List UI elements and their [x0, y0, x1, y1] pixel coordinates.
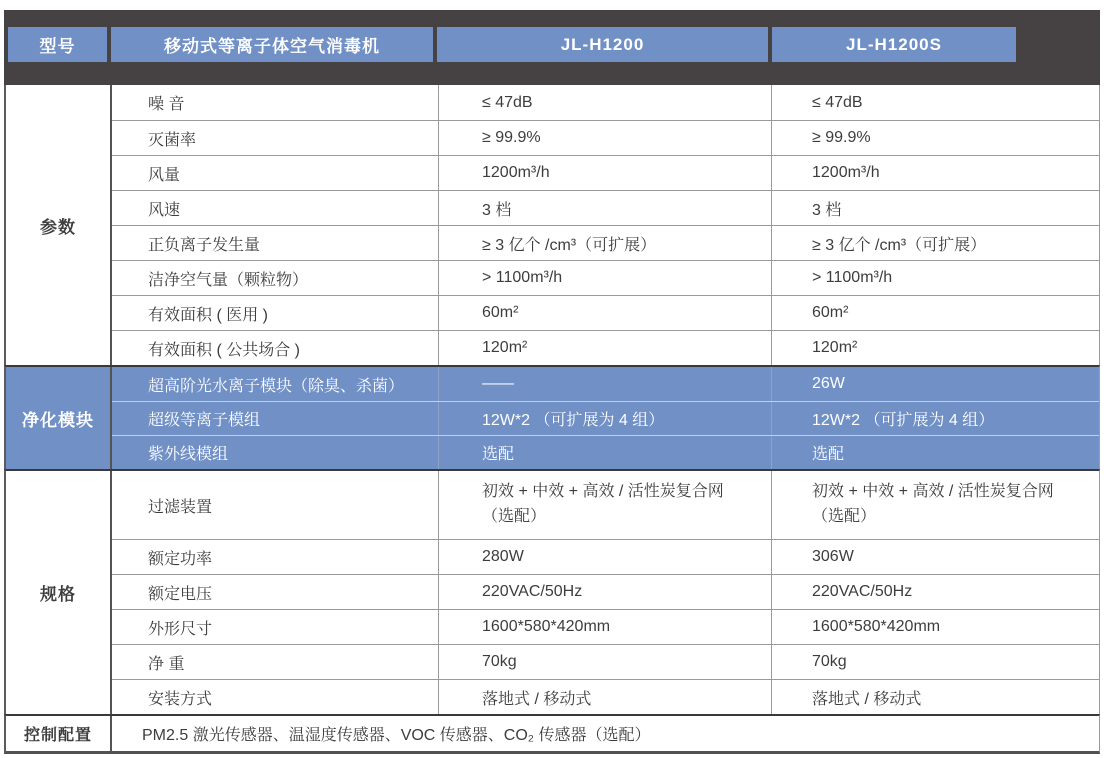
- value-model-a: ≤ 47dB: [439, 85, 772, 120]
- section-params: [4, 85, 1100, 365]
- header-model-a: JL-H1200: [437, 27, 768, 62]
- value-model-b: 3 档: [812, 201, 842, 219]
- section-title-specs: 规格: [6, 471, 112, 714]
- value-model-b: 306W: [812, 548, 854, 565]
- table-row: [112, 644, 1099, 679]
- row-label: 风量: [112, 156, 439, 190]
- row-label: 有效面积 ( 医用 ): [112, 296, 439, 330]
- value-model-b: 220VAC/50Hz: [812, 583, 913, 600]
- value-model-a: 120m²: [439, 331, 772, 365]
- value-model-a: > 1100m³/h: [439, 261, 772, 295]
- row-label: 风速: [112, 191, 439, 225]
- value-model-a: 70kg: [439, 645, 772, 679]
- table-row: [112, 574, 1099, 609]
- header-model-label: 型号: [8, 27, 107, 62]
- value-model-a: 12W*2 （可扩展为 4 组）: [439, 402, 772, 435]
- row-label: 洁净空气量（颗粒物）: [112, 261, 439, 295]
- table-header: [4, 10, 1100, 85]
- table-row: [112, 679, 1099, 714]
- row-label: 正负离子发生量: [112, 226, 439, 260]
- value-model-b: ≥ 3 亿个 /cm³（可扩展）: [812, 236, 987, 254]
- table-row: [112, 260, 1099, 295]
- row-label: 过滤装置: [112, 471, 439, 539]
- control-config-value: PM2.5 激光传感器、温湿度传感器、VOC 传感器、CO₂ 传感器（选配）: [142, 727, 651, 744]
- modules-rows: [112, 367, 1099, 469]
- value-model-a: 1200m³/h: [439, 156, 772, 190]
- section-control: [4, 714, 1100, 754]
- table-row: [112, 401, 1099, 435]
- value-model-a: ≥ 99.9%: [439, 121, 772, 155]
- section-title-modules: 净化模块: [6, 367, 112, 469]
- table-row: [112, 435, 1099, 469]
- table-row: [112, 539, 1099, 574]
- section-specs: [4, 469, 1100, 714]
- value-model-a: 选配: [439, 436, 772, 469]
- value-model-b: 120m²: [812, 339, 858, 356]
- row-label: 超高阶光水离子模块（除臭、杀菌）: [112, 367, 439, 401]
- table-row: [112, 330, 1099, 365]
- value-model-b: 落地式 / 移动式: [812, 690, 922, 708]
- table-row: [112, 367, 1099, 401]
- value-model-a: 280W: [439, 540, 772, 574]
- table-row: [112, 85, 1099, 120]
- table-row: [112, 120, 1099, 155]
- table-row: [112, 609, 1099, 644]
- row-label: 安装方式: [112, 680, 439, 714]
- value-model-a: 1600*580*420mm: [439, 610, 772, 644]
- value-model-a: 3 档: [439, 191, 772, 225]
- value-model-b: 12W*2 （可扩展为 4 组）: [812, 412, 995, 429]
- value-model-b: 60m²: [812, 304, 849, 321]
- params-rows: [112, 85, 1099, 365]
- table-row: [112, 190, 1099, 225]
- specs-rows: [112, 471, 1099, 714]
- header-model-b: JL-H1200S: [772, 27, 1016, 62]
- row-label: 紫外线模组: [112, 436, 439, 469]
- value-model-b: 70kg: [812, 653, 847, 670]
- value-model-a: ——: [439, 367, 772, 401]
- value-model-b: 选配: [812, 446, 845, 463]
- table-row: [112, 295, 1099, 330]
- value-model-a: 220VAC/50Hz: [439, 575, 772, 609]
- value-model-a: ≥ 3 亿个 /cm³（可扩展）: [439, 226, 772, 260]
- row-label: 外形尺寸: [112, 610, 439, 644]
- table-row: [112, 471, 1099, 539]
- row-label: 超级等离子模组: [112, 402, 439, 435]
- section-title-params: 参数: [6, 85, 112, 365]
- value-model-a: 初效 + 中效 + 高效 / 活性炭复合网（选配）: [439, 471, 772, 539]
- row-label: 灭菌率: [112, 121, 439, 155]
- value-model-b: 1600*580*420mm: [812, 618, 941, 635]
- value-model-a: 60m²: [439, 296, 772, 330]
- table-row: [112, 155, 1099, 190]
- value-model-b: 26W: [812, 375, 845, 392]
- section-title-control: 控制配置: [6, 716, 112, 751]
- section-modules: [4, 365, 1100, 469]
- value-model-b: 初效 + 中效 + 高效 / 活性炭复合网（选配）: [812, 483, 1054, 525]
- header-product-name: 移动式等离子体空气消毒机: [111, 27, 433, 62]
- value-model-a: 落地式 / 移动式: [439, 680, 772, 714]
- spec-table: [4, 10, 1100, 754]
- row-label: 净 重: [112, 645, 439, 679]
- row-label: 有效面积 ( 公共场合 ): [112, 331, 439, 365]
- value-model-b: ≥ 99.9%: [812, 129, 871, 146]
- value-model-b: 1200m³/h: [812, 164, 880, 181]
- row-label: 噪 音: [112, 85, 439, 120]
- row-label: 额定电压: [112, 575, 439, 609]
- table-row: [112, 225, 1099, 260]
- row-label: 额定功率: [112, 540, 439, 574]
- value-model-b: > 1100m³/h: [812, 269, 893, 286]
- value-model-b: ≤ 47dB: [812, 93, 863, 111]
